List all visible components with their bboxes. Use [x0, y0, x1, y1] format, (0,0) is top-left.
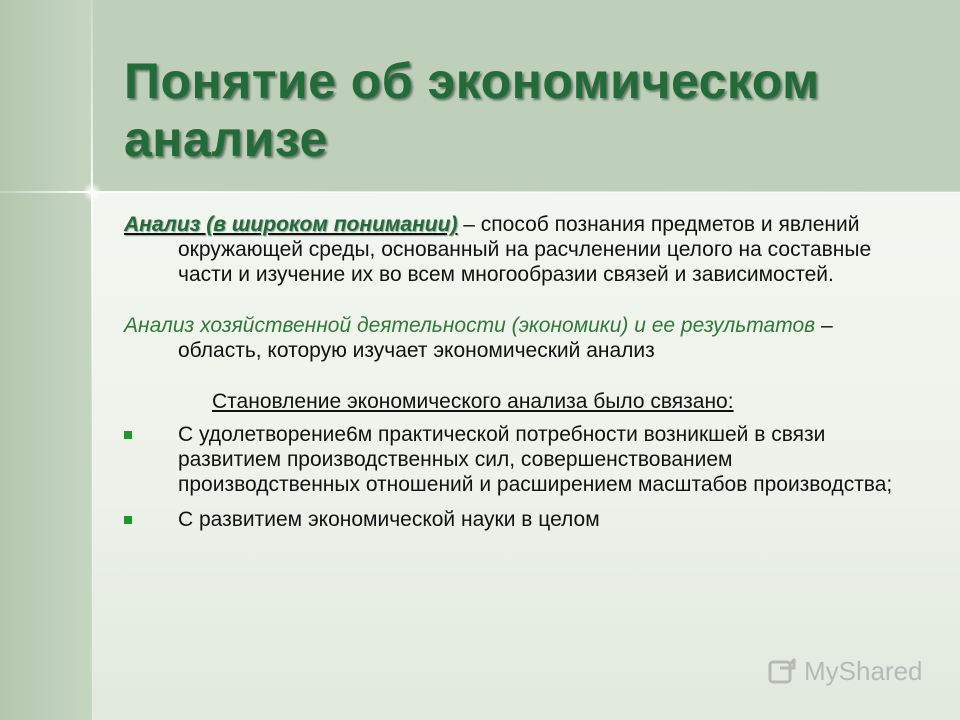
bullet-text: С развитием экономической науки в целом: [178, 508, 600, 531]
term-analysis-broad: Анализ (в широком понимании): [124, 213, 458, 236]
term-economic-activity-analysis: Анализ хозяйственной деятельности (экономики) и ее результатов: [124, 314, 816, 337]
watermark-text: MyShared: [804, 656, 923, 686]
square-bullet-icon: [124, 516, 132, 524]
left-decorative-band: [0, 0, 92, 720]
bullet-list: [124, 422, 904, 532]
definition-text-1: – способ познания предметов и явлений окружающей среды, основанный на расчленении целого на составные части и изучение их во всем многообразии связей и зависимостей.: [178, 213, 872, 286]
slide-title: Понятие об экономическом анализе: [124, 53, 820, 167]
definition-paragraph-1: [124, 212, 904, 287]
square-bullet-icon: [124, 431, 132, 439]
vertical-accent-line: [91, 0, 93, 720]
list-item: [124, 422, 904, 497]
list-item: [124, 507, 904, 532]
slide-body: [124, 212, 904, 542]
horizontal-accent-line: [0, 191, 960, 193]
definition-paragraph-2: [124, 313, 904, 363]
myshared-logo-icon: [768, 658, 798, 686]
bullet-text: С удолетворение6м практической потребности возникшей в связи развитием производственных сил, совершенствованием производственных отношений и расширением масштабов производства;: [178, 423, 893, 496]
section-subheading: Становление экономического анализа было связано:: [212, 390, 734, 413]
watermark: [768, 656, 923, 687]
definition-text-2: – область, которую изучает экономический анализ: [178, 314, 833, 362]
sparkle-icon: [62, 162, 122, 222]
